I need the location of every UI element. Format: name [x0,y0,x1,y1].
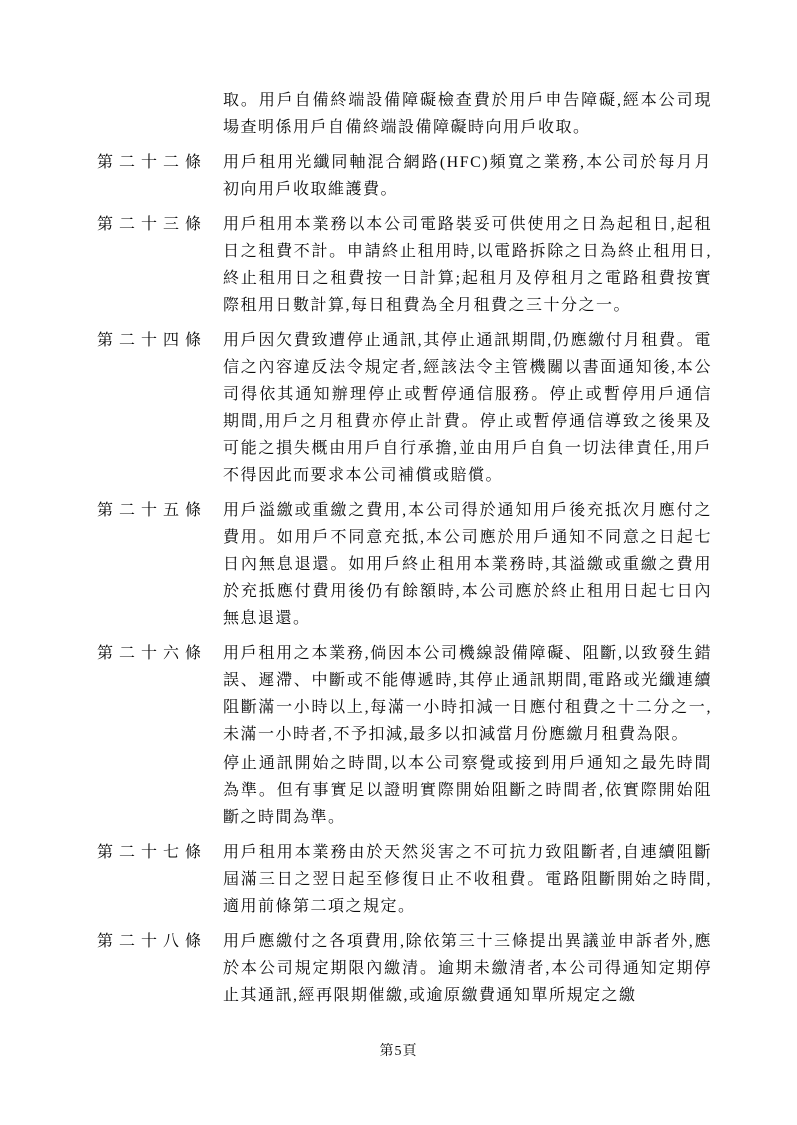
article-row [97,928,712,1009]
article-body [223,327,712,489]
article-paragraph: 用戶溢繳或重繳之費用,本公司得於通知用戶後充抵次月應付之費用。如用戶不同意充抵,本公司應於用戶通知不同意之日起七日內無息退還。如用戶終止租用本業務時,其溢繳或重繳之費用於充抵應付費用後仍有餘額時,本公司應於終止租用日起七日內無息退還。 [223,502,712,627]
article-paragraph: 用戶租用之本業務,倘因本公司機線設備障礙、阻斷,以致發生錯誤、遲滯、中斷或不能傳遞時,其停止通訊期間,電路或光纖連續阻斷滿一小時以上,每滿一小時扣減一日應付租費之十二分之一,未滿一小時者,不予扣減,最多以扣減當月份應繳月租費為限。 [223,645,712,743]
article-body [223,640,712,831]
article-number: 第二十八條 [97,933,208,950]
article-paragraph: 用戶租用本業務由於天然災害之不可抗力致阻斷者,自連續阻斷屆滿三日之翌日起至修復日止不收租費。電路阻斷開始之時間,適用前條第二項之規定。 [223,844,712,915]
article-row [97,839,712,920]
article-row [97,87,712,141]
article-number: 第二十二條 [97,154,208,171]
article-row [97,327,712,489]
article-paragraph: 用戶租用本業務以本公司電路裝妥可供使用之日為起租日,起租日之租費不計。申請終止租用時,以電路拆除之日為終止租用日,終止租用日之租費按一日計算;起租月及停租月之電路租費按實際租用日數計算,每日租費為全月租費之三十分之一。 [223,216,712,314]
article-paragraph: 用戶應繳付之各項費用,除依第三十三條提出異議並申訴者外,應於本公司規定期限內繳清。逾期未繳清者,本公司得通知定期停止其通訊,經再限期催繳,或逾原繳費通知單所規定之繳 [223,933,712,1004]
article-body [223,497,712,632]
article-row [97,211,712,319]
article-body [223,149,712,203]
article-row [97,497,712,632]
article-number: 第二十五條 [97,502,208,519]
article-number: 第二十四條 [97,332,208,349]
document-content [97,87,712,1017]
article-paragraph: 停止通訊開始之時間,以本公司察覺或接到用戶通知之最先時間為準。但有事實足以證明實際開始阻斷之時間者,依實際開始阻斷之時間為準。 [223,755,712,826]
page-number: 第5頁 [379,1044,418,1059]
article-body [223,839,712,920]
article-row [97,640,712,831]
article-number: 第二十七條 [97,844,208,861]
article-number: 第二十六條 [97,645,208,662]
article-paragraph: 用戶因欠費致遭停止通訊,其停止通訊期間,仍應繳付月租費。電信之內容違反法令規定者,經該法令主管機關以書面通知後,本公司得依其通知辦理停止或暫停通信服務。停止或暫停用戶通信期間,用戶之月租費亦停止計費。停止或暫停通信導致之後果及可能之損失概由用戶自行承擔,並由用戶自負一切法律責任,用戶不得因此而要求本公司補償或賠償。 [223,332,712,484]
article-number: 第二十三條 [97,216,208,233]
article-body [223,211,712,319]
article-paragraph: 用戶租用光纖同軸混合網路(HFC)頻寬之業務,本公司於每月月初向用戶收取維護費。 [223,154,712,198]
article-paragraph: 取。用戶自備終端設備障礙檢查費於用戶申告障礙,經本公司現場查明係用戶自備終端設備障礙時向用戶收取。 [223,92,712,136]
article-body [223,87,712,141]
article-row [97,149,712,203]
article-body [223,928,712,1009]
